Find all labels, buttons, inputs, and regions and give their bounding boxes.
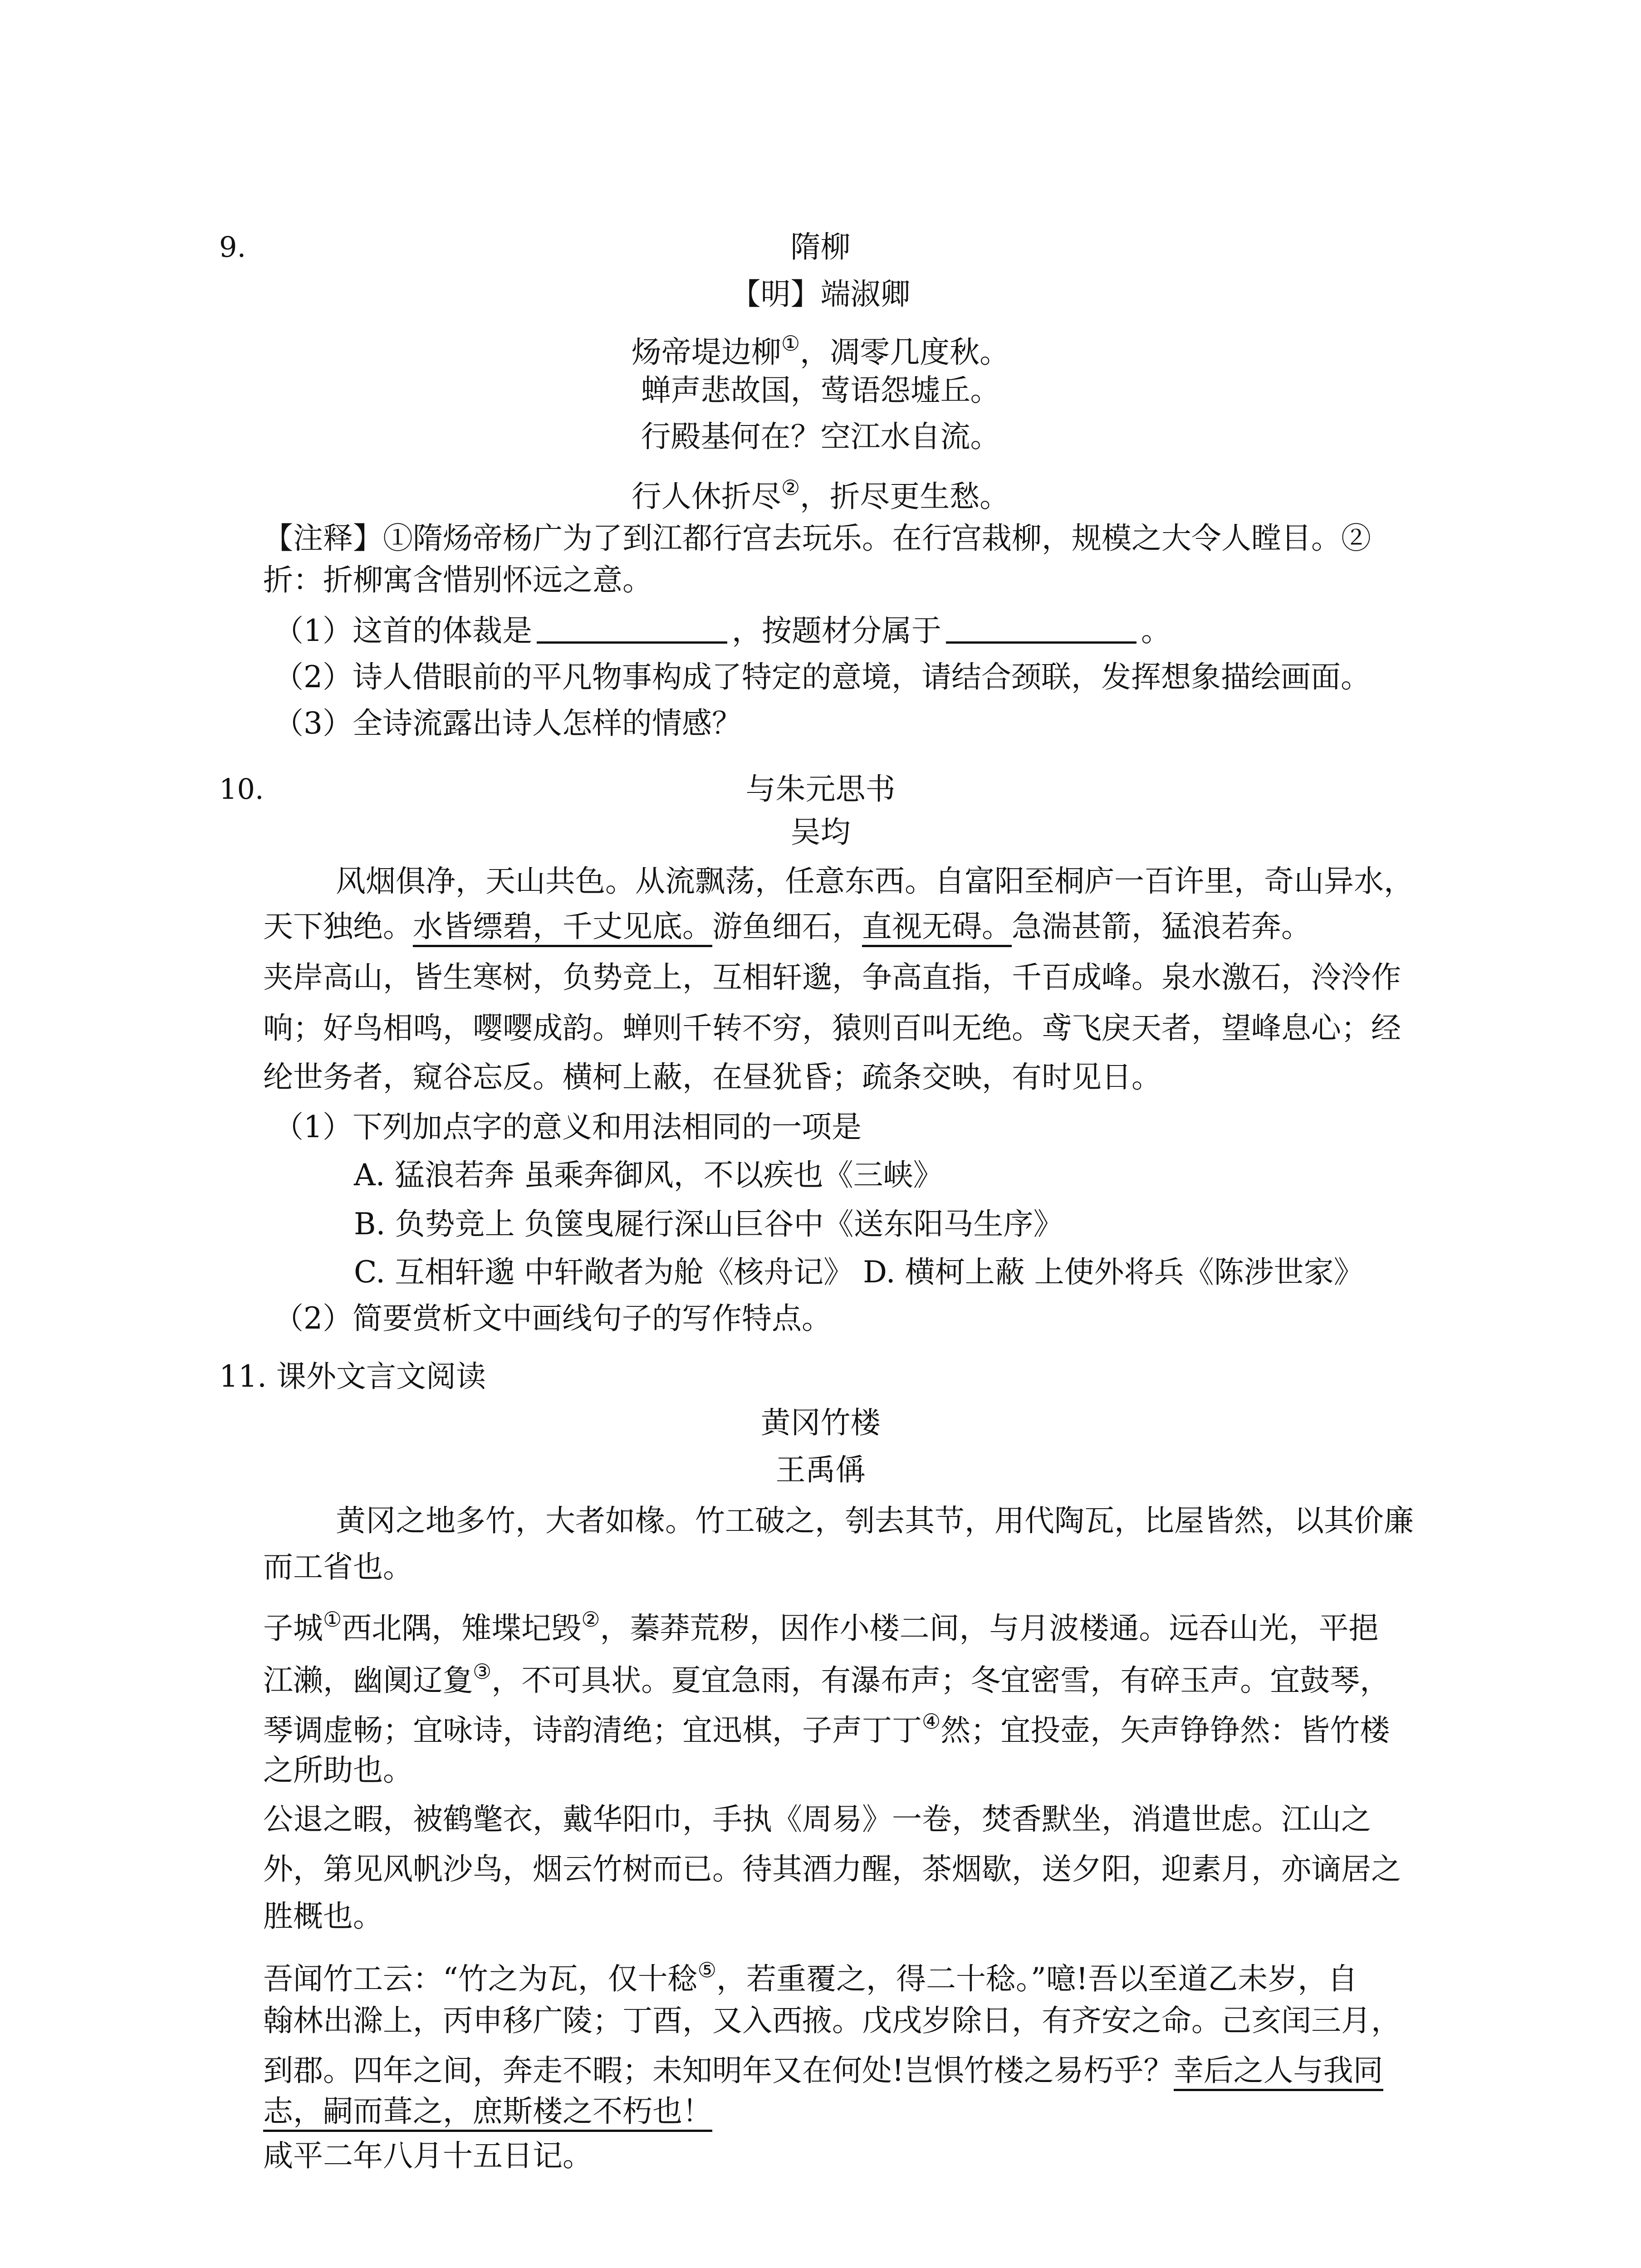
option-a[interactable]: A. 猛浪若奔 虽乘奔御风，不以疾也《三峡》 bbox=[354, 1158, 943, 1193]
answer-blank-subject[interactable] bbox=[946, 614, 1136, 644]
passage-line: 公退之暇，被鹤氅衣，戴华阳巾，手执《周易》一卷，焚香默坐，消遣世虑。江山之 bbox=[263, 1802, 1371, 1837]
passage-date-line: 咸平二年八月十五日记。 bbox=[263, 2138, 593, 2173]
subquestion-10-2: （2）简要赏析文中画线句子的写作特点。 bbox=[274, 1301, 832, 1336]
subquestion-9-3: （3）全诗流露出诗人怎样的情感？ bbox=[274, 706, 742, 741]
passage-line: 外，第见风帆沙鸟，烟云竹树而已。待其酒力醒，茶烟歇，送夕阳，迎素月，亦谪居之 bbox=[263, 1852, 1401, 1887]
footnote-mark: ② bbox=[781, 475, 800, 500]
passage-line-underlined: 天下独绝。水皆缥碧，千丈见底。游鱼细石，直视无碍。急湍甚箭，猛浪若奔。 bbox=[263, 906, 1311, 947]
passage-line: 之所助也。 bbox=[263, 1753, 413, 1788]
annotation-line-1: 【注释】①隋炀帝杨广为了到江都行宫去玩乐。在行宫栽柳，规模之大令人瞠目。② bbox=[263, 521, 1371, 556]
passage-line: 子城①西北隅，雉堞圮毁②，蓁莽荒秽，因作小楼二间，与月波楼通。远吞山光，平挹 bbox=[263, 1607, 1379, 1646]
poem-line-3: 行殿基何在？空江水自流。 bbox=[641, 419, 1000, 454]
passage-line: 吾闻竹工云：“竹之为瓦，仅十稔⑤，若重覆之，得二十稔。”噫!吾以至道乙未岁，自 bbox=[263, 1958, 1358, 1996]
passage-line: 而工省也。 bbox=[263, 1549, 413, 1584]
poem-title: 隋柳 bbox=[790, 230, 851, 264]
essay-author: 王禹偁 bbox=[775, 1452, 866, 1487]
essay-title: 黄冈竹楼 bbox=[760, 1405, 881, 1440]
underlined-sentence: 直视无碍。 bbox=[862, 909, 1012, 947]
subquestion-9-2: （2）诗人借眼前的平凡物事构成了特定的意境，请结合颈联，发挥想象描绘画面。 bbox=[274, 660, 1371, 694]
passage-line: 响；好鸟相鸣，嘤嘤成韵。蝉则千转不穷，猿则百叫无绝。鸢飞戾天者，望峰息心；经 bbox=[263, 1011, 1401, 1046]
passage-line: 胜概也。 bbox=[263, 1899, 383, 1934]
poem-author: 【明】端淑卿 bbox=[730, 277, 911, 312]
footnote-mark: ⑤ bbox=[697, 1958, 716, 1982]
footnote-mark: ④ bbox=[922, 1709, 941, 1734]
underlined-sentence: 志，嗣而葺之，庶斯楼之不朽也！ bbox=[263, 2094, 712, 2132]
footnote-mark: ③ bbox=[473, 1659, 492, 1684]
footnote-mark: ① bbox=[781, 331, 800, 356]
passage-line: 翰林出滁上，丙申移广陵；丁酉，又入西掖。戊戌岁除日，有齐安之命。己亥闰三月， bbox=[263, 2003, 1401, 2038]
essay-title: 与朱元思书 bbox=[745, 772, 896, 807]
answer-blank-genre[interactable] bbox=[537, 614, 727, 644]
footnote-mark: ① bbox=[323, 1607, 342, 1632]
essay-author: 吴均 bbox=[790, 815, 851, 850]
question-number-10: 10. bbox=[219, 772, 264, 806]
underlined-sentence: 幸后之人与我同 bbox=[1174, 2053, 1383, 2091]
subquestion-9-1: （1）这首的体裁是 ，按题材分属于 。 bbox=[274, 613, 1171, 648]
passage-line-underlined: 到郡。四年之间，奔走不暇；未知明年又在何处!岂惧竹楼之易朽乎？幸后之人与我同 bbox=[263, 2050, 1383, 2091]
subquestion-10-1: （1）下列加点字的意义和用法相同的一项是 bbox=[274, 1110, 862, 1144]
passage-line: 风烟俱净，天山共色。从流飘荡，任意东西。自富阳至桐庐一百许里，奇山异水， bbox=[336, 864, 1414, 899]
poem-line-1: 炀帝堤边柳①，凋零几度秋。 bbox=[631, 331, 1010, 370]
poem-line-4: 行人休折尽②，折尽更生愁。 bbox=[631, 475, 1010, 514]
passage-line: 夹岸高山，皆生寒树，负势竞上，互相轩邈，争高直指，千百成峰。泉水激石，泠泠作 bbox=[263, 960, 1401, 995]
passage-line: 黄冈之地多竹，大者如椽。竹工破之，刳去其节，用代陶瓦，比屋皆然，以其价廉 bbox=[336, 1503, 1414, 1538]
underlined-sentence: 水皆缥碧，千丈见底。 bbox=[413, 909, 712, 947]
option-c-d[interactable]: C. 互相轩邈 中轩敞者为舱《核舟记》 D. 横柯上蔽 上使外将兵《陈涉世家》 bbox=[354, 1255, 1364, 1290]
passage-line: 琴调虚畅；宜咏诗，诗韵清绝；宜迅棋，子声丁丁④然；宜投壶，矢声铮铮然：皆竹楼 bbox=[263, 1709, 1390, 1748]
option-b[interactable]: B. 负势竞上 负箧曳屣行深山巨谷中《送东阳马生序》 bbox=[354, 1207, 1063, 1242]
passage-line: 纶世务者，窥谷忘反。横柯上蔽，在昼犹昏；疏条交映，有时见日。 bbox=[263, 1060, 1161, 1095]
question-number-9: 9. bbox=[219, 230, 246, 264]
passage-line-underlined bbox=[263, 2091, 712, 2132]
annotation-line-2: 折：折柳寓含惜别怀远之意。 bbox=[263, 562, 652, 597]
passage-line: 江濑，幽阒辽夐③，不可具状。夏宜急雨，有瀑布声；冬宜密雪，有碎玉声。宜鼓琴， bbox=[263, 1659, 1390, 1698]
question-number-11: 11. 课外文言文阅读 bbox=[219, 1359, 486, 1394]
footnote-mark: ② bbox=[581, 1607, 600, 1632]
poem-line-2: 蝉声悲故国，莺语怨墟丘。 bbox=[641, 373, 1000, 408]
